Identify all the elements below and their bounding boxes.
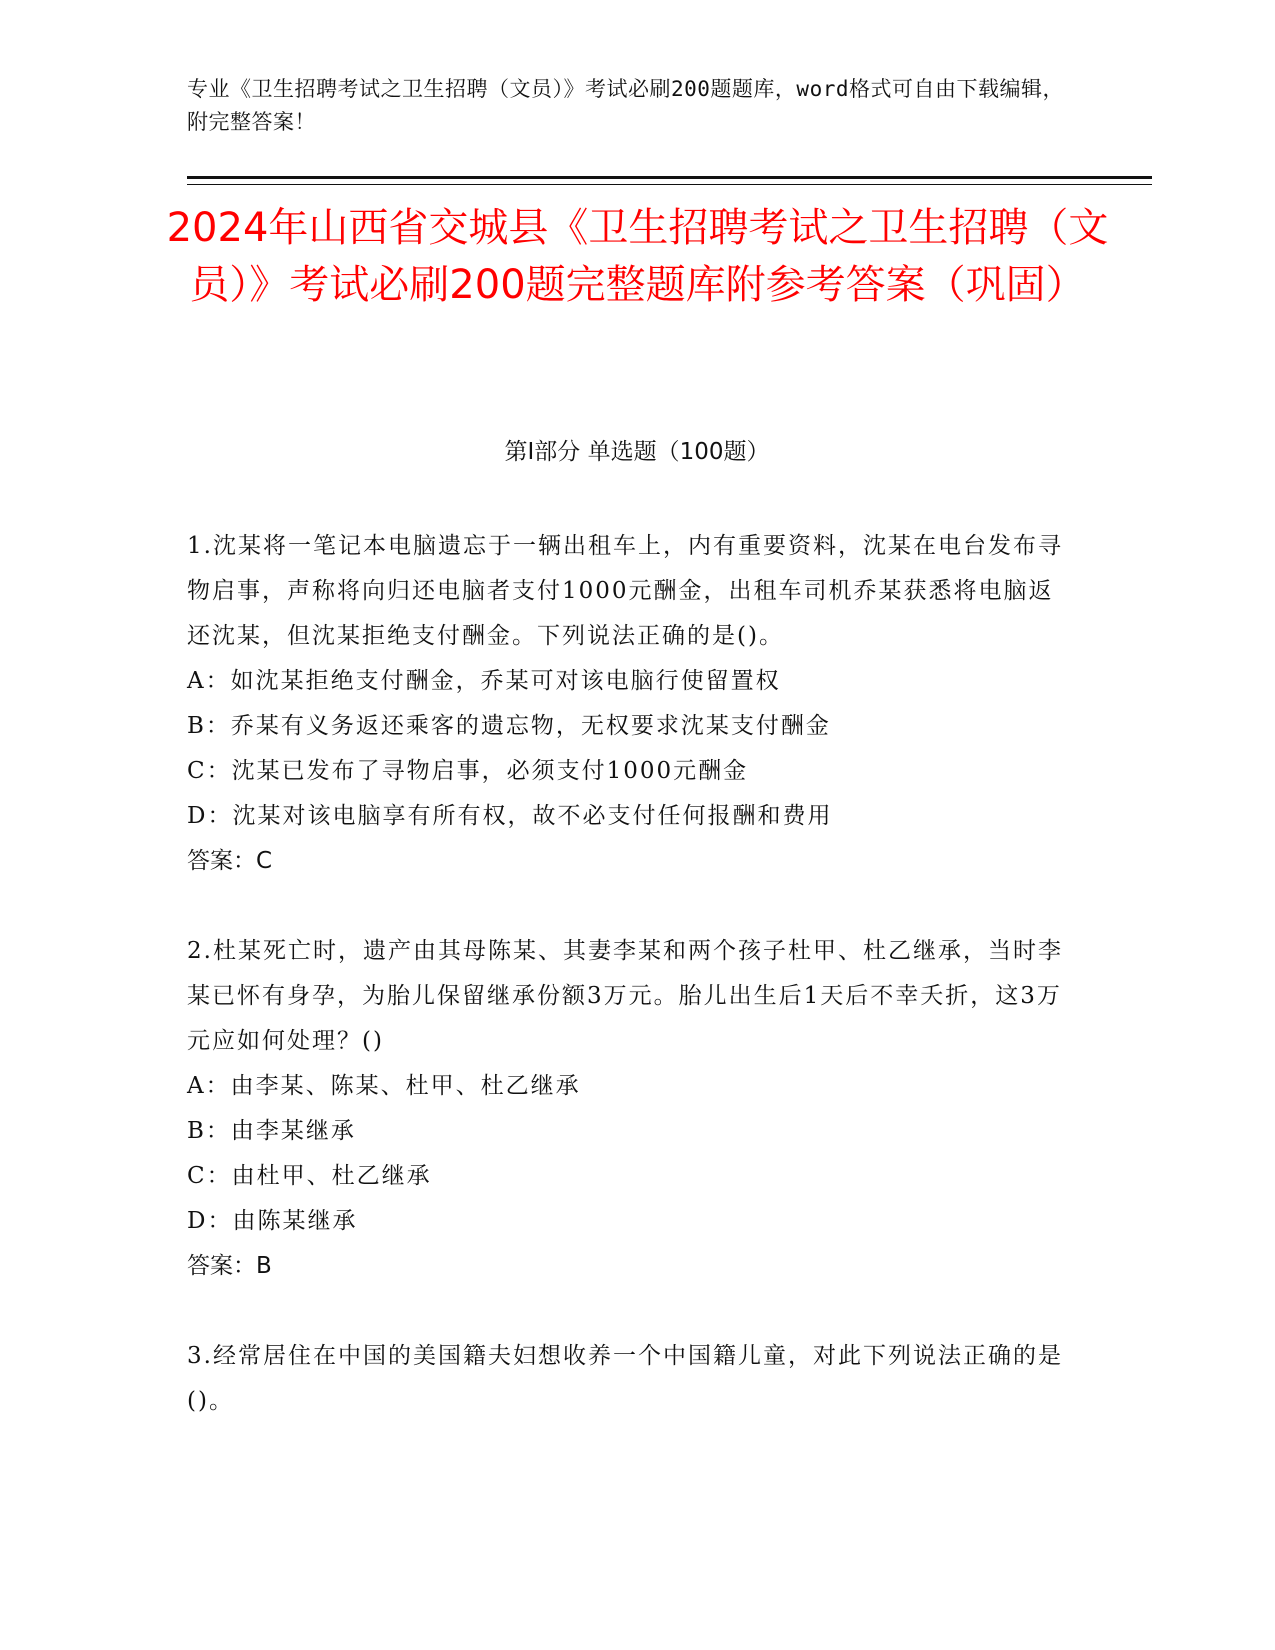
header-note: 专业《卫生招聘考试之卫生招聘（文员）》考试必刷200题题库，word格式可自由下载编辑，附完整答案！ — [187, 77, 1064, 134]
option-a: A：如沈某拒绝支付酬金，乔某可对该电脑行使留置权 — [187, 668, 781, 694]
answer-line: 答案：C — [187, 848, 273, 874]
option-c: C：沈某已发布了寻物启事，必须支付1000元酬金 — [187, 758, 749, 784]
option-d: D：由陈某继承 — [187, 1208, 358, 1234]
option-a: A：由李某、陈某、杜甲、杜乙继承 — [187, 1073, 581, 1099]
question-3 — [187, 1334, 1067, 1424]
answer-line: 答案：B — [187, 1253, 272, 1279]
header-divider-thin — [187, 184, 1152, 185]
option-b: B：由李某继承 — [187, 1118, 356, 1144]
question-stem: 1.沈某将一笔记本电脑遗忘于一辆出租车上，内有重要资料，沈某在电台发布寻物启事，声称将向归还电脑者支付1000元酬金，出租车司机乔某获悉将电脑返还沈某，但沈某拒绝支付酬金。下列说法正确的是()。 — [187, 533, 1063, 649]
option-c: C：由杜甲、杜乙继承 — [187, 1163, 432, 1189]
document-title: 2024年山西省交城县《卫生招聘考试之卫生招聘（文员）》考试必刷200题完整题库附参考答案（巩固） — [166, 205, 1109, 308]
question-1 — [187, 524, 1067, 884]
option-b: B：乔某有义务返还乘客的遗忘物，无权要求沈某支付酬金 — [187, 713, 831, 739]
section-title: 第Ⅰ部分 单选题（100题） — [504, 439, 770, 465]
question-list — [187, 524, 1067, 1469]
question-stem: 3.经常居住在中国的美国籍夫妇想收养一个中国籍儿童，对此下列说法正确的是()。 — [187, 1343, 1063, 1414]
header-divider-thick — [187, 176, 1152, 179]
question-stem: 2.杜某死亡时，遗产由其母陈某、其妻李某和两个孩子杜甲、杜乙继承，当时李某已怀有身孕，为胎儿保留继承份额3万元。胎儿出生后1天后不幸夭折，这3万元应如何处理？() — [187, 938, 1063, 1054]
question-2 — [187, 929, 1067, 1289]
option-d: D：沈某对该电脑享有所有权，故不必支付任何报酬和费用 — [187, 803, 833, 829]
